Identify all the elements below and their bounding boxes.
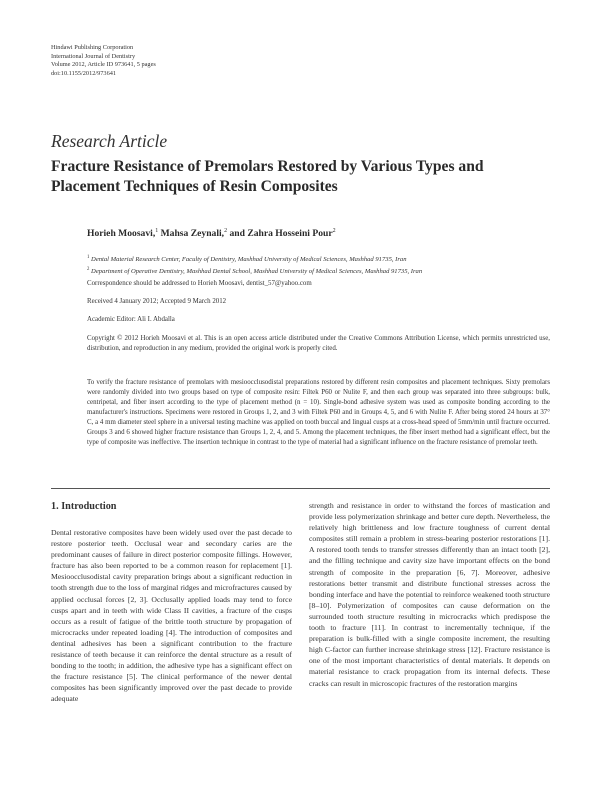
title-line: Fracture Resistance of Premolars Restored by Various Types and bbox=[51, 158, 484, 175]
affil-mark: 1 bbox=[87, 255, 90, 260]
correspondence: Correspondence should be addressed to Horieh Moosavi, dentist_57@yahoo.com bbox=[87, 280, 312, 287]
author-name: and Zahra Hosseini Pour bbox=[227, 228, 333, 240]
author-list bbox=[87, 228, 336, 239]
affil-mark: 2 bbox=[87, 266, 90, 272]
right-column bbox=[309, 500, 550, 689]
received-accepted-dates: Received 4 January 2012; Accepted 9 March 2012 bbox=[87, 298, 227, 305]
publisher-line: Hindawi Publishing Corporation bbox=[51, 44, 134, 51]
article-title bbox=[51, 157, 561, 197]
section-divider bbox=[51, 488, 550, 489]
author-affil-mark: 1 bbox=[155, 228, 159, 234]
author-affil-mark: 2 bbox=[224, 228, 228, 234]
academic-editor: Academic Editor: Ali I. Abdalla bbox=[87, 316, 175, 323]
affil-text: Department of Operative Dentistry, Mashhad Dental School, Mashhad University of Medical Sciences, Mashhad 91735, Iran bbox=[89, 267, 423, 275]
title-line: Placement Techniques of Resin Composites bbox=[51, 178, 338, 195]
article-type: Research Article bbox=[51, 131, 168, 151]
author-name: Mahsa Zeynali, bbox=[158, 228, 225, 240]
author-affil-mark: 2 bbox=[332, 228, 336, 234]
copyright-notice: Copyright © 2012 Horieh Moosavi et al. This is an open access article distributed under the Creative Commons Attribution License, which permits unrestricted use, distribution, and reproduction in any medium, provided the original work is properly cited. bbox=[87, 335, 550, 352]
affiliation bbox=[87, 253, 422, 265]
volume-line: Volume 2012, Article ID 973641, 5 pages bbox=[51, 61, 156, 69]
left-column bbox=[51, 500, 292, 705]
body-paragraph: Dental restorative composites have been widely used over the past decade to restore posterior teeth. Occlusal wear and secondary caries are the predominant causes of failure in direct posterior composite fillings. However, fracture has also been reported to be a common reason for replacement [1]. Mesioocclusodistal cavity preparation brings about a significant reduction in tooth strength due to the loss of marginal ridges and microfractures caused by applied occlusal forces [2, 3]. Occlusally applied loads may tend to force cusps apart and in teeth with wide Class II cavities, a fracture of the cusps occurs as a result of fatigue of the brittle tooth structure by propagation of microcracks under repeated loading [4]. The introduction of composites and dentinal adhesives has been a significant contribution to the fracture resistance of teeth because it can reinforce the dental structure as a result of bonding to the tooth; in addition, the adhesive type has a significant effect on the fracture resistance [5]. The clinical performance of the newer dental composites has been significantly improved over the past decade to provide adequate bbox=[51, 528, 292, 704]
affiliation bbox=[87, 265, 422, 277]
doi-line: doi:10.1155/2012/973641 bbox=[51, 69, 117, 77]
affiliations bbox=[87, 253, 422, 277]
journal-name: International Journal of Dentistry bbox=[51, 52, 136, 60]
author-name: Horieh Moosavi, bbox=[87, 228, 156, 240]
section-heading: 1. Introduction bbox=[51, 501, 117, 512]
abstract: To verify the fracture resistance of premolars with mesioocclusodistal preparations restored by different resin composites and placement techniques. Sixty premolars were randomly divided into two groups based on type of composite resin: Filtek P60 or Nulite F, and then each group was separated into three subgroups: bulk, centripetal, and fiber insert according to the type of placement method (n = 10). Single-bond adhesive system was used as composite bonding according to the manufacturer's instructions. Specimens were restored in Groups 1, 2, and 3 with Filtek P60 and in Groups 4, 5, and 6 with Nulite F. After being stored 24 hours at 37° C, a 4 mm diameter steel sphere in a universal testing machine was applied on tooth buccal and lingual cusps at a cross-head speed of 5mm/min until fracture occurred. Groups 3 and 6 showed higher fracture resistance than Groups 1, 2, 4, and 5. Among the placement techniques, the fiber insert method had a significant effect, but the type of composite was ineffective. The insertion technique in contrast to the type of material had a significant influence on the fracture resistance of premolar teeth. bbox=[87, 379, 550, 446]
body-paragraph: strength and resistance in order to withstand the forces of mastication and provide less polymerization shrinkage and better cure depth. Nevertheless, the relatively high brittleness and low fracture toughness of current dental composites still remain a problem in stress-bearing posterior restorations [1]. A restored tooth tends to transfer stresses differently than an intact tooth [2], and the filling technique and cavity size have important effects on the bond strength of composite in the preparation [6, 7]. Moreover, adhesive restorations better transmit and distribute functional stresses across the bonding interface and have the potential to reinforce weakened tooth structure [8–10]. Polymerization of composites can cause deformation on the surrounded tooth structure resulting in microcracks which predispose the tooth to fracture [11]. In contrast to incrementally technique, if the preparation is bulk-filled with a single composite increment, the resulting high C-factor can further increase shrinkage stress [12]. Fracture resistance is one of the most important characteristics of dental materials. It depends on material resistance to crack propagation from its internal defects. These cracks can result in microscopic fractures of the restoration margins bbox=[309, 501, 550, 688]
affil-text: Dental Material Research Center, Faculty of Dentistry, Mashhad University of Medical Sciences, Mashhad 91735, Iran bbox=[89, 256, 407, 264]
journal-header bbox=[51, 44, 156, 78]
